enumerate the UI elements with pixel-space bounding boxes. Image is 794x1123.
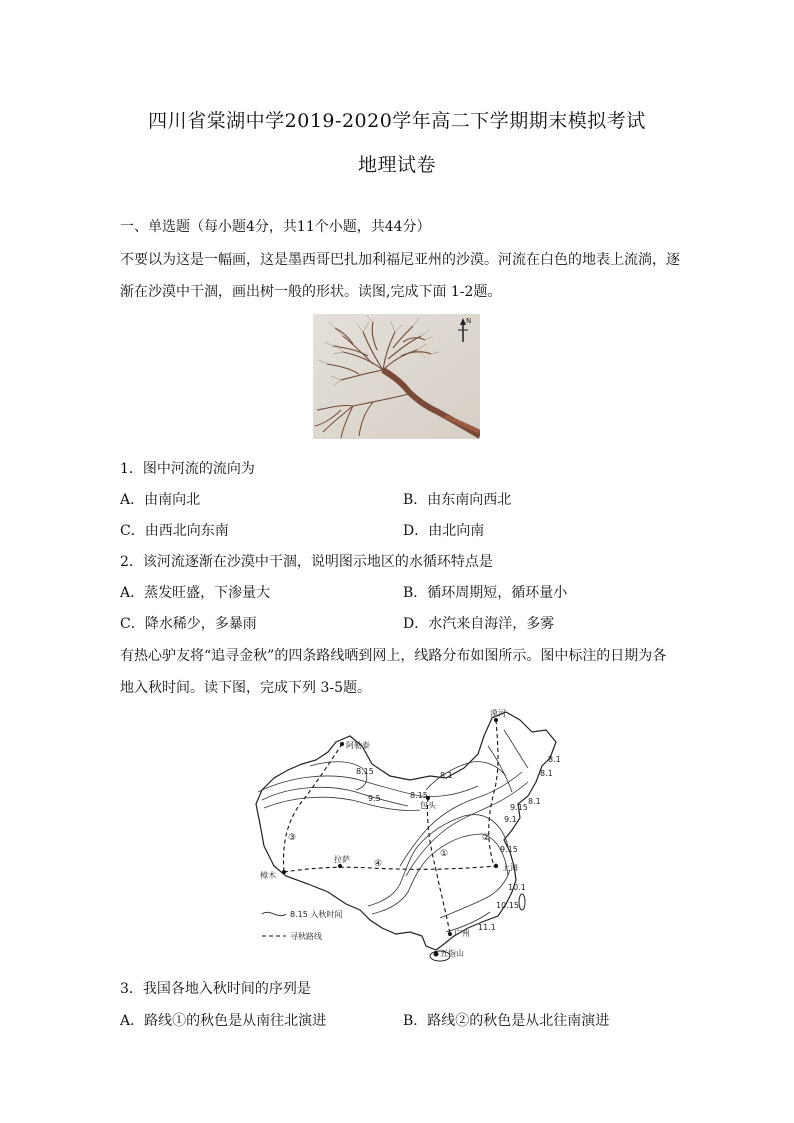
north-label: N [466, 317, 472, 325]
desert-river-photo [313, 314, 480, 439]
route-number: ② [482, 833, 491, 843]
q2-option-d: D．水汽来自海洋，多雾 [403, 616, 555, 632]
q2-option-a: A．蒸发旺盛，下渗量大 [120, 585, 271, 601]
label-lhasa: 拉萨 [334, 855, 350, 864]
q3-option-b: B．路线②的秋色是从北往南演进 [403, 1013, 610, 1029]
date-label: 8.15 [410, 791, 428, 800]
label-guangzhou: 广州 [454, 929, 470, 938]
passage2-line1: 有热心驴友将“追寻金秋”的四条路线晒到网上，线路分布如图所示。图中标注的日期为各 [120, 648, 667, 664]
q2-stem: 2．该河流逐渐在沙漠中干涸，说明图示地区的水循环特点是 [120, 554, 493, 570]
label-shanghai: 上海 [502, 863, 518, 872]
route-number: ④ [374, 859, 383, 869]
date-label: 8.1 [440, 771, 453, 780]
q2-option-c: C．降水稀少，多暴雨 [120, 616, 257, 632]
date-label: 8.1 [548, 755, 561, 764]
date-label: 9.15 [510, 803, 528, 812]
date-label: 9.5 [368, 794, 381, 803]
date-label: 10.15 [496, 901, 519, 910]
q1-option-b: B．由东南向西北 [403, 492, 512, 508]
date-label: 9.1 [504, 815, 517, 824]
q3-option-a: A．路线①的秋色是从南往北演进 [120, 1013, 327, 1029]
q3-stem: 3．我国各地入秋时间的序列是 [120, 981, 311, 997]
map-legend [262, 909, 342, 941]
q1-stem: 1．图中河流的流向为 [120, 461, 255, 477]
exam-subtitle: 地理试卷 [357, 154, 436, 176]
q1-option-d: D．由北向南 [403, 523, 485, 539]
legend-isoline-label: 8.15 入秋时间 [290, 910, 343, 919]
legend-route-label: 寻秋路线 [290, 932, 322, 941]
date-label: 8.1 [528, 797, 541, 806]
route-number: ① [440, 849, 449, 859]
passage2-line2: 地入秋时间。读下图，完成下列 3-5题。 [120, 680, 371, 696]
passage1-line2: 渐在沙漠中干涸，画出树一般的形状。读图,完成下面 1-2题。 [120, 284, 502, 300]
date-label: 9.15 [500, 845, 518, 854]
label-baotou: 包头 [420, 801, 436, 810]
label-wuzhishan: 五指山 [440, 949, 464, 958]
label-zhangmu: 樟木 [260, 871, 276, 880]
date-label: 8.15 [356, 767, 374, 776]
q2-option-b: B．循环周期短，循环量小 [403, 585, 568, 601]
date-label: 11.1 [478, 923, 496, 932]
date-label: 8.1 [540, 769, 553, 778]
q1-option-a: A．由南向北 [120, 492, 201, 508]
date-label: 10.1 [508, 883, 526, 892]
exam-title: 四川省棠湖中学2019-2020学年高二下学期期末模拟考试 [148, 110, 646, 132]
china-autumn-map [250, 706, 580, 962]
section-heading: 一、单选题（每小题4分，共11个小题，共44分） [120, 219, 431, 235]
passage1-line1: 不要以为这是一幅画，这是墨西哥巴扎加利福尼亚州的沙漠。河流在白色的地表上流淌，逐 [120, 252, 680, 268]
route-number: ③ [288, 833, 297, 843]
label-mohe: 漠河 [490, 709, 506, 718]
label-altay: 阿勒泰 [346, 741, 370, 750]
q1-option-c: C．由西北向东南 [120, 523, 229, 539]
